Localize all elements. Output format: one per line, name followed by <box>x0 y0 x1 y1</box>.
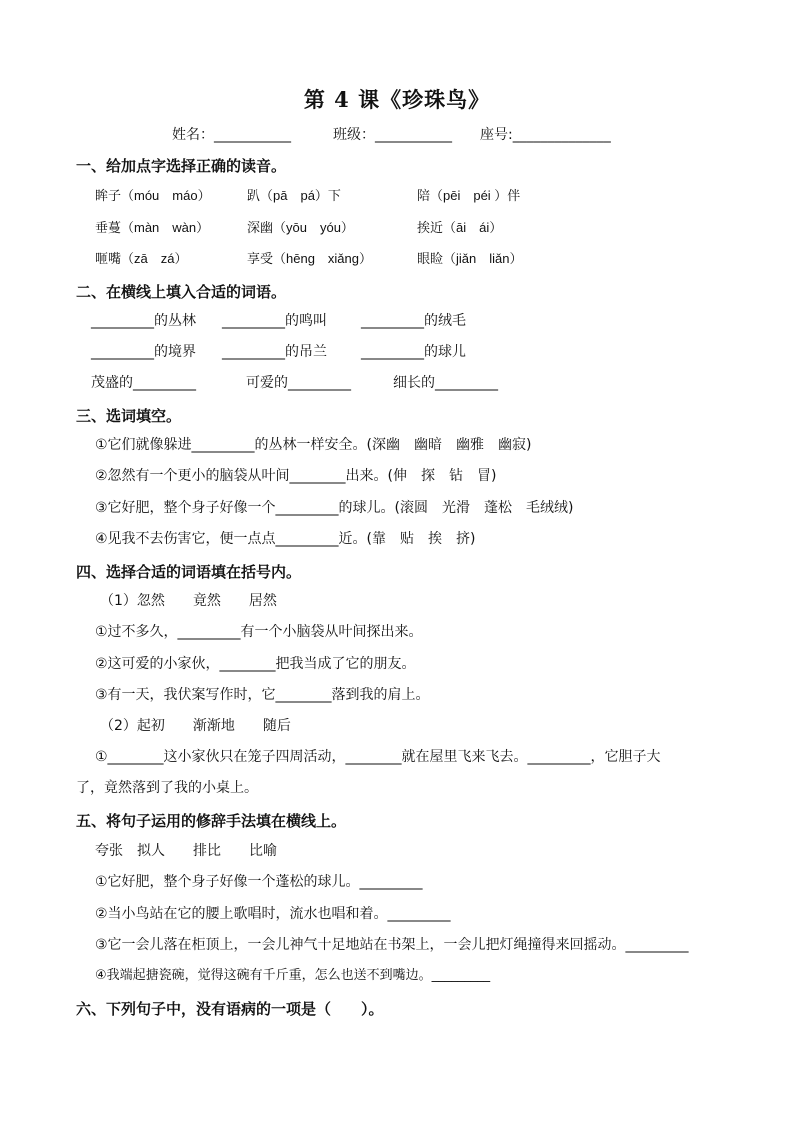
s5-item: ②当小鸟站在它的腰上歌唱时，流水也唱和着。_________ <box>95 906 451 922</box>
s1-item: 咂嘴（zā zá） <box>95 251 188 266</box>
section-4-heading: 四、选择合适的词语填在括号内。 <box>76 563 302 581</box>
s3-item: ③它好肥，整个身子好像一个_________的球儿。(滚圆 光滑 蓬松 毛绒绒) <box>95 500 574 516</box>
s4-group-2-options: （2）起初 渐渐地 随后 <box>100 718 291 734</box>
s1-item: 享受（hēng xiǎng） <box>247 251 372 266</box>
s3-item: ④见我不去伤害它，便一点点_________近。(靠 贴 挨 挤) <box>95 531 476 547</box>
s2-item: 茂盛的_________ <box>91 375 196 391</box>
s2-item: _________的球儿 <box>361 344 466 360</box>
name-field: 姓名：___________ <box>172 127 291 143</box>
s3-item: ①它们就像躲进_________的丛林一样安全。(深幽 幽暗 幽雅 幽寂) <box>95 437 532 453</box>
class-field: 班级：___________ <box>333 127 452 143</box>
s4-item-continued: 了，竟然落到了我的小桌上。 <box>76 780 258 796</box>
s2-item: 可爱的_________ <box>246 375 351 391</box>
s2-item: _________的绒毛 <box>361 313 466 329</box>
s2-item: _________的境界 <box>91 344 196 360</box>
s2-item: _________的鸣叫 <box>222 313 327 329</box>
s4-item: ②这可爱的小家伙，________把我当成了它的朋友。 <box>95 656 416 672</box>
s3-item: ②忽然有一个更小的脑袋从叶间________出来。(伸 探 钻 冒) <box>95 468 497 484</box>
section-3-heading: 三、选词填空。 <box>76 407 182 425</box>
s2-item: _________的吊兰 <box>222 344 327 360</box>
section-1-heading: 一、给加点字选择正确的读音。 <box>76 157 287 175</box>
s1-item: 趴（pā pá）下 <box>247 188 341 203</box>
s5-item: ④我端起搪瓷碗，觉得这碗有千斤重，怎么也送不到嘴边。_________ <box>95 968 491 983</box>
s1-item: 眼睑（jiǎn liǎn） <box>417 251 523 266</box>
page-title: 第 4 课《珍珠鸟》 <box>303 87 491 112</box>
s4-group-1-options: （1）忽然 竟然 居然 <box>100 593 277 609</box>
s4-item: ③有一天，我伏案写作时，它________落到我的肩上。 <box>95 687 430 703</box>
s1-item: 陪（pēi péi ）伴 <box>417 188 521 203</box>
s1-item: 垂蔓（màn wàn） <box>95 220 210 235</box>
s1-item: 眸子（móu máo） <box>95 188 211 203</box>
s1-item: 挨近（āi ái） <box>417 220 503 235</box>
seat-field: 座号:______________ <box>480 127 611 143</box>
s4-item: ①过不多久，_________有一个小脑袋从叶间探出来。 <box>95 624 423 640</box>
s4-item: ①________这小家伙只在笼子四周活动，________就在屋里飞来飞去。_________，它胆子大 <box>95 749 661 765</box>
section-2-heading: 二、在横线上填入合适的词语。 <box>76 283 287 301</box>
s2-item: 细长的_________ <box>393 375 498 391</box>
s2-item: _________的丛林 <box>91 313 196 329</box>
s5-options: 夸张 拟人 排比 比喻 <box>95 843 277 859</box>
s5-item: ③它一会儿落在柜顶上，一会儿神气十足地站在书架上，一会儿把灯绳撞得来回摇动。_________ <box>95 937 689 953</box>
section-5-heading: 五、将句子运用的修辞手法填在横线上。 <box>76 812 347 830</box>
section-6-heading: 六、下列句子中，没有语病的一项是（ ）。 <box>76 1000 384 1018</box>
s5-item: ①它好肥，整个身子好像一个蓬松的球儿。_________ <box>95 874 423 890</box>
s1-item: 深幽（yōu yóu） <box>247 220 354 235</box>
